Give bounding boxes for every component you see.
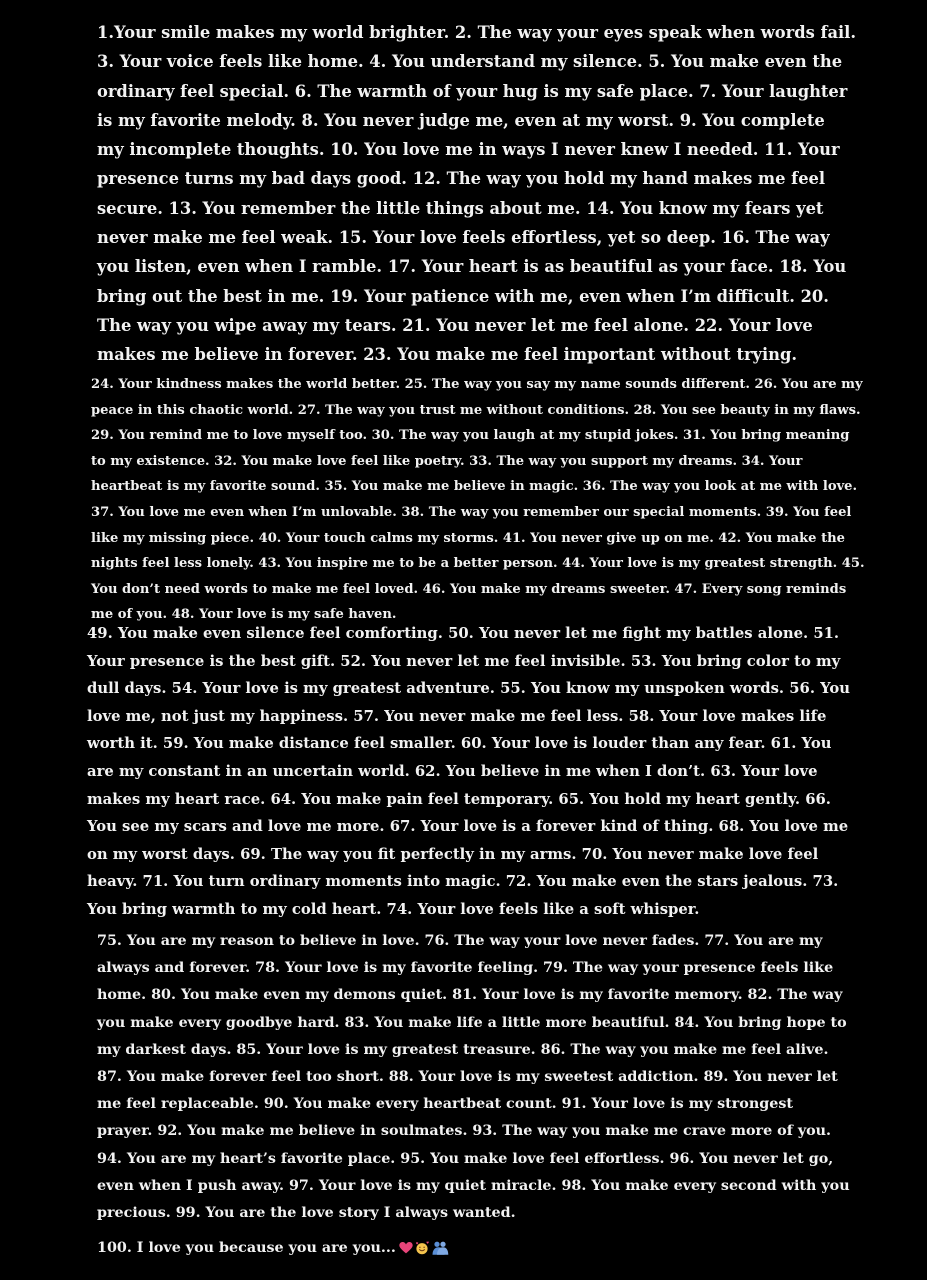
reasons-paragraph-4: 75. You are my reason to believe in love. 76. The way your love never fades. 77. You are my always and forever. 78. Your love is my favorite feeling. 79. The way your presence feels like home. 80. You make even my demons quiet. 81. Your love is my favorite memory. 82. The way you make every goodbye hard. 83. You make life a little more beautiful. 84. You bring hope to my darkest days. 85. Your love is my greatest treasure. 86. The way you make me feel alive. 87. You make forever feel too short. 88. Your love is my sweetest addiction. 89. You never let me feel replaceable. 90. You make every heartbeat count. 91. Your love is my strongest prayer. 92. You make me believe in soulmates. 93. The way you make me crave more of you. 94. You are my heart’s favorite place. 95. You make love feel effortless. 96. You never let go, even when I push away. 97. Your love is my quiet miracle. 98. You make every second with you precious. 99. You are the love story I always wanted. xyxy=(97,933,850,1222)
pink-heart-icon xyxy=(399,1242,413,1254)
smiling-face-with-hearts-icon xyxy=(414,1241,430,1255)
emoji-group xyxy=(399,1236,449,1260)
reasons-paragraph-2: 24. Your kindness makes the world better. 25. The way you say my name sounds different. 26. You are my peace in this chaotic world. 27. The way you trust me without conditions. 28. You see beauty in my flaws. 29. You remind me to love myself too. 30. The way you laugh at my stupid jokes. 31. You bring meaning to my existence. 32. You make love feel like poetry. 33. The way you support my dreams. 34. Your heartbeat is my favorite sound. 35. You make me believe in magic. 36. The way you look at me with love. 37. You love me even when I’m unlovable. 38. The way you remember our special moments. 39. You feel like my missing piece. 40. Your touch calms my storms. 41. You never give up on me. 42. You make the nights feel less lonely. 43. You inspire me to be a better person. 44. Your love is my greatest strength. 45. You don’t need words to make me feel loved. 46. You make my dreams sweeter. 47. Every song reminds me of you. 48. Your love is my safe haven. xyxy=(91,377,865,623)
closing-line xyxy=(97,1236,697,1260)
closing-text: 100. I love you because you are you... xyxy=(97,1240,396,1256)
reasons-paragraph-3: 49. You make even silence feel comforting. 50. You never let me fight my battles alone. 51. Your presence is the best gift. 52. You never let me feel invisible. 53. You bring color to my dull days. 54. Your love is my greatest adventure. 55. You know my unspoken words. 56. You love me, not just my happiness. 57. You never make me feel less. 58. Your love makes life worth it. 59. You make distance feel smaller. 60. Your love is louder than any fear. 61. You are my constant in an uncertain world. 62. You believe in me when I don’t. 63. Your love makes my heart race. 64. You make pain feel temporary. 65. You hold my heart gently. 66. You see my scars and love me more. 67. Your love is a forever kind of thing. 68. You love me on my worst days. 69. The way you fit perfectly in my arms. 70. You never make love feel heavy. 71. You turn ordinary moments into magic. 72. You make even the stars jealous. 73. You bring warmth to my cold heart. 74. Your love feels like a soft whisper. xyxy=(87,625,851,918)
people-hugging-icon xyxy=(431,1240,449,1256)
reasons-paragraph-1: 1.Your smile makes my world brighter. 2. The way your eyes speak when words fail. 3. Your voice feels like home. 4. You understand my silence. 5. You make even the ordinary feel special. 6. The warmth of your hug is my safe place. 7. Your laughter is my favorite melody. 8. You never judge me, even at my worst. 9. You complete my incomplete thoughts. 10. You love me in ways I never knew I needed. 11. Your presence turns my bad days good. 12. The way you hold my hand makes me feel secure. 13. You remember the little things about me. 14. You know my fears yet never make me feel weak. 15. Your love feels effortless, yet so deep. 16. The way you listen, even when I ramble. 17. Your heart is as beautiful as your face. 18. You bring out the best in me. 19. Your patience with me, even when I’m difficult. 20. The way you wipe away my tears. 21. You never let me feel alone. 22. Your love makes me believe in forever. 23. You make me feel important without trying. xyxy=(97,23,857,365)
